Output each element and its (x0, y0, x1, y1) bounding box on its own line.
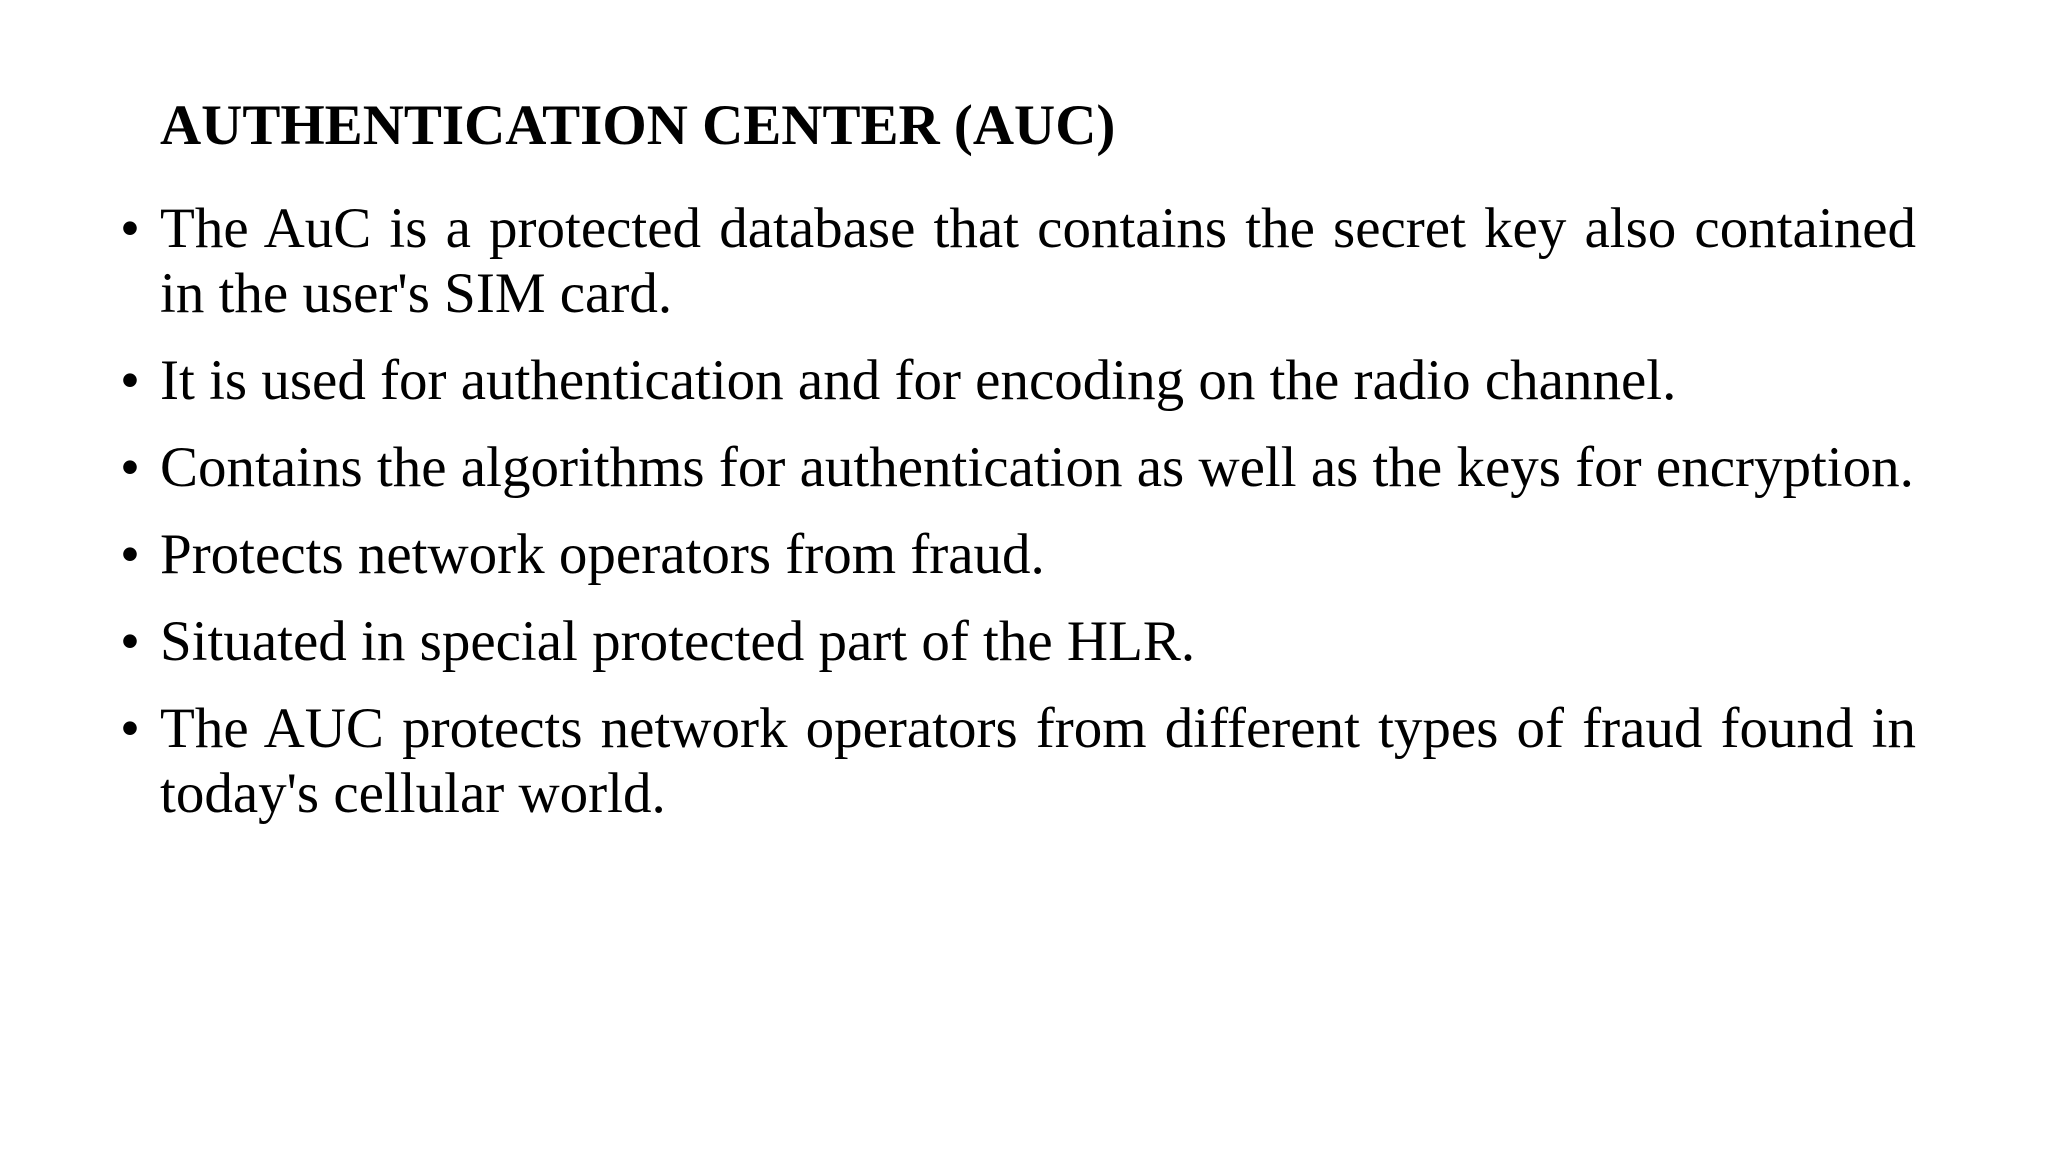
bullet-item: • Protects network operators from fraud. (160, 522, 1916, 587)
bullet-item: • The AuC is a protected database that contains the secret key also contained in the user's SIM card. (160, 196, 1916, 326)
bullet-list (160, 196, 1916, 848)
bullet-item: • Situated in special protected part of the HLR. (160, 609, 1916, 674)
slide-title: AUTHENTICATION CENTER (AUC) (160, 94, 1116, 157)
bullet-item: • It is used for authentication and for encoding on the radio channel. (160, 348, 1916, 413)
bullet-item: • The AUC protects network operators from different types of fraud found in today's cellular world. (160, 696, 1916, 826)
bullet-item: • Contains the algorithms for authentication as well as the keys for encryption. (160, 435, 1916, 500)
